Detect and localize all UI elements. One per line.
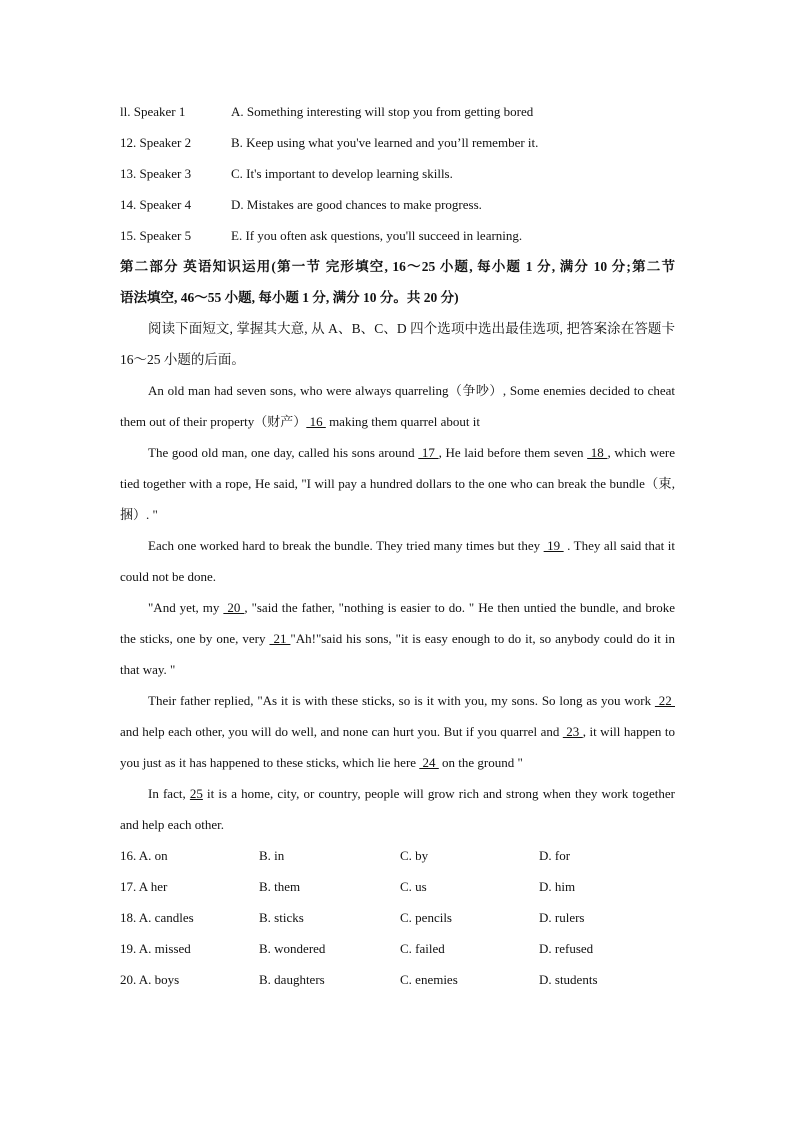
passage-text: . They all said that it could not be done. (120, 538, 676, 584)
matching-option: A. Something interesting will stop you from getting bored (231, 104, 534, 119)
question-row (120, 902, 675, 933)
option-b: B. daughters (259, 972, 325, 987)
matching-option: B. Keep using what you've learned and you’ll remember it. (231, 135, 539, 150)
blank-21: 21 (269, 631, 291, 646)
blank-24: 24 (419, 755, 439, 770)
passage-paragraph (120, 530, 675, 592)
option-d: D. for (539, 848, 571, 863)
speaker-label: ll. Speaker 1 (120, 104, 186, 119)
question-row (120, 871, 675, 902)
passage-text: , it will happen to you just as it has happened to these sticks, which lie here (120, 724, 675, 770)
matching-option: D. Mistakes are good chances to make progress. (231, 197, 482, 212)
passage-text: "And yet, my (148, 600, 224, 615)
blank-17: 17 (418, 445, 439, 460)
instruction-text: 阅读下面短文, 掌握其大意, 从 A、B、C、D 四个选项中选出最佳选项, 把答案涂在答题卡 16～25 小题的后面。 (120, 321, 675, 367)
speaker-label: 13. Speaker 3 (120, 166, 192, 181)
blank-25: 25 (189, 786, 203, 801)
option-c: C. pencils (400, 910, 452, 925)
passage-text: it is a home, city, or country, people will grow rich and strong when they work together and help each other. (120, 786, 675, 832)
question-row (120, 933, 675, 964)
section-heading: 第二部分 英语知识运用(第一节 完形填空, 16～25 小题, 每小题 1 分, 满分 10 分;第二节 (120, 259, 675, 274)
section-heading-cont: 语法填空, 46～55 小题, 每小题 1 分, 满分 10 分。共 20 分) (120, 290, 459, 305)
passage-text: , "said the father, "nothing is easier to do. " He then untied the bundle, and broke the sticks, one by one, very (120, 600, 676, 646)
matching-row (120, 158, 675, 189)
matching-option: E. If you often ask questions, you'll succeed in learning. (231, 228, 523, 243)
blank-23: 23 (562, 724, 583, 739)
matching-row (120, 220, 675, 251)
blank-18: 18 (587, 445, 608, 460)
passage-text: Their father replied, "As it is with these sticks, so is it with you, my sons. So long as you work (148, 693, 655, 708)
passage-paragraph (120, 778, 675, 840)
passage-paragraph (120, 437, 675, 530)
option-d: D. him (539, 879, 576, 894)
option-a: 16. A. on (120, 848, 168, 863)
option-a: 18. A. candles (120, 910, 194, 925)
option-a: 17. A her (120, 879, 168, 894)
question-row (120, 840, 675, 871)
option-a: 20. A. boys (120, 972, 180, 987)
option-c: C. enemies (400, 972, 458, 987)
passage-paragraph (120, 375, 675, 437)
question-options (120, 840, 675, 995)
exam-page (120, 96, 675, 995)
option-b: B. wondered (259, 941, 326, 956)
speaker-label: 12. Speaker 2 (120, 135, 192, 150)
matching-section (120, 96, 675, 251)
option-c: C. failed (400, 941, 445, 956)
matching-row (120, 189, 675, 220)
passage-text: Each one worked hard to break the bundle. They tried many times but they (148, 538, 544, 553)
option-c: C. by (400, 848, 429, 863)
passage-text: and help each other, you will do well, and none can hurt you. But if you quarrel and (120, 724, 563, 739)
passage-text: on the ground " (438, 755, 523, 770)
question-row (120, 964, 675, 995)
option-b: B. them (259, 879, 301, 894)
passage-text: In fact, (148, 786, 190, 801)
blank-16: 16 (306, 414, 326, 429)
passage-text: The good old man, one day, called his sons around (148, 445, 419, 460)
blank-19: 19 (543, 538, 564, 553)
option-d: D. refused (539, 941, 594, 956)
option-d: D. students (539, 972, 598, 987)
matching-option: C. It's important to develop learning skills. (231, 166, 453, 181)
option-c: C. us (400, 879, 427, 894)
matching-row (120, 96, 675, 127)
blank-22: 22 (654, 693, 675, 708)
passage-text: , which were tied together with a rope, He said, "I will pay a hundred dollars to the one who can break the bundle（束, 捆）. " (120, 445, 676, 522)
speaker-label: 15. Speaker 5 (120, 228, 192, 243)
passage-text: making them quarrel about it (325, 414, 480, 429)
passage-paragraph (120, 685, 675, 778)
passage-text: An old man had seven sons, who were always quarreling（争吵）, Some enemies decided to cheat them out of their property（财产） (120, 383, 675, 429)
blank-20: 20 (223, 600, 245, 615)
option-b: B. sticks (259, 910, 304, 925)
passage-paragraph (120, 592, 675, 685)
option-b: B. in (259, 848, 285, 863)
matching-row (120, 127, 675, 158)
option-a: 19. A. missed (120, 941, 191, 956)
passage-text: , He laid before them seven (438, 445, 588, 460)
speaker-label: 14. Speaker 4 (120, 197, 192, 212)
option-d: D. rulers (539, 910, 585, 925)
passage-text: "Ah!"said his sons, "it is easy enough to do it, so anybody could do it in that way. " (120, 631, 676, 677)
